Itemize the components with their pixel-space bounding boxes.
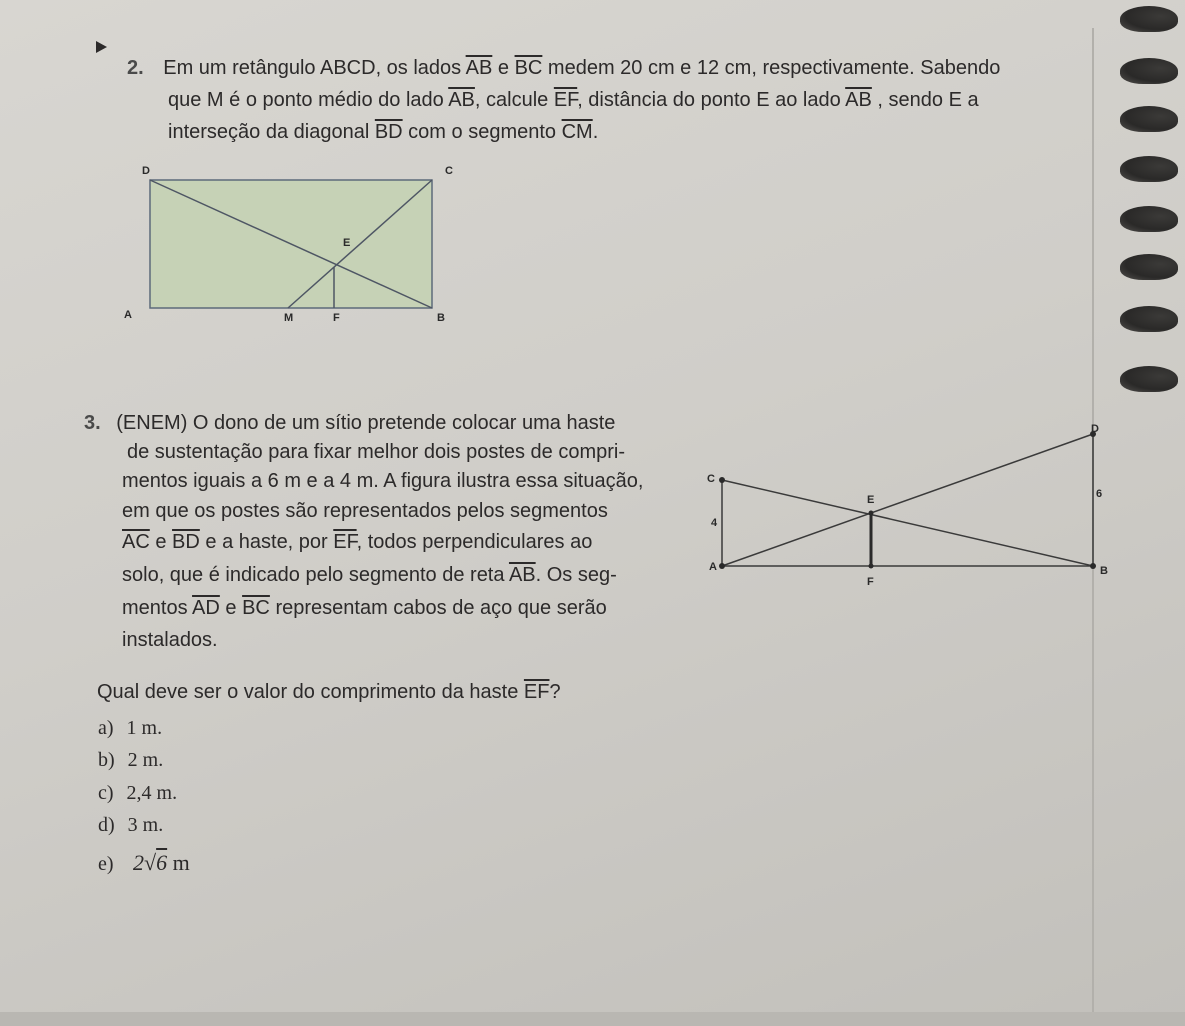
spiral-ring <box>1120 254 1178 280</box>
q3-line-5 <box>122 530 592 554</box>
segment-ab: $\overline{AB}$ <box>845 89 872 111</box>
q3-text: e <box>149 531 173 553</box>
point-label-f: F <box>867 576 874 588</box>
option-letter: a) <box>98 717 114 739</box>
length-label-6: 6 <box>1096 488 1103 500</box>
segment-bd: $\overline{BD}$ <box>172 531 200 553</box>
q3-text: e a haste, por <box>199 531 334 553</box>
point-label-c: C <box>707 473 715 485</box>
q3-text: , todos perpendiculares ao <box>356 531 593 553</box>
q2-text: , sendo E a <box>871 89 979 111</box>
segment-bc: $\overline{BC}$ <box>242 597 270 619</box>
option-unit: m <box>172 850 190 875</box>
option-letter: e) <box>98 853 114 875</box>
point-label-f: F <box>333 312 340 324</box>
q2-number: 2. <box>127 57 144 79</box>
q2-line-1 <box>127 56 1000 80</box>
option-text: 2,4 m. <box>126 782 178 804</box>
option-a <box>98 716 162 740</box>
q3-line-6 <box>122 563 617 587</box>
page-bottom-edge <box>0 1012 1185 1026</box>
sqrt-symbol-icon: √ <box>144 850 157 875</box>
q3-text: solo, que é indicado pelo segmento de reta <box>122 564 509 586</box>
segment-ab: $\overline{AB}$ <box>465 57 493 79</box>
point-a <box>719 563 725 569</box>
option-text: 3 m. <box>127 814 164 836</box>
point-label-b: B <box>1100 565 1108 577</box>
segment-ab: $\overline{AB}$ <box>508 564 536 586</box>
q3-line-8: instalados. <box>122 629 218 651</box>
q2-text: com o segmento <box>402 121 562 143</box>
option-letter: b) <box>98 749 115 771</box>
point-e <box>869 511 874 516</box>
spiral-ring <box>1120 306 1178 332</box>
spiral-ring <box>1120 366 1178 392</box>
point-label-e: E <box>867 494 875 506</box>
q2-text: interseção da diagonal <box>168 121 375 143</box>
q2-text: , distância do ponto E ao lado <box>577 89 846 111</box>
segment-ac: $\overline{AC}$ <box>122 531 150 553</box>
question-text: ? <box>549 681 561 703</box>
point-f <box>869 564 874 569</box>
poles-figure <box>700 420 1110 600</box>
q3-number: 3. <box>84 412 101 434</box>
vertex-label-a: A <box>124 309 132 321</box>
segment-bc: $\overline{BC}$ <box>514 57 543 79</box>
segment-ab: $\overline{AB}$ <box>448 89 475 111</box>
length-label-4: 4 <box>711 517 718 529</box>
spiral-ring <box>1120 206 1178 232</box>
point-label-e: E <box>343 237 351 249</box>
vertex-label-b: B <box>437 312 445 324</box>
q3-line-1 <box>84 411 615 435</box>
spiral-ring <box>1120 58 1178 84</box>
spiral-ring <box>1120 6 1178 32</box>
bookmark-marker-icon <box>96 41 107 53</box>
vertex-label-c: C <box>445 165 453 177</box>
q3-text: (ENEM) O dono de um sítio pretende colocar uma haste <box>116 412 616 434</box>
cable-ad <box>722 434 1093 566</box>
option-c <box>98 781 177 805</box>
segment-ef: $\overline{EF}$ <box>333 531 357 553</box>
q2-text: e <box>492 57 515 79</box>
option-radicand: 6 <box>156 850 168 875</box>
q2-text: medem 20 cm e 12 cm, respectivamente. Sabendo <box>542 57 1001 79</box>
q3-line-7 <box>122 596 607 620</box>
question-text: Qual deve ser o valor do comprimento da haste <box>97 681 524 703</box>
q2-line-3 <box>168 120 598 144</box>
cable-bc <box>722 480 1093 566</box>
point-b <box>1090 563 1096 569</box>
point-c <box>719 477 725 483</box>
point-label-m: M <box>284 312 294 324</box>
q2-text: Em um retângulo ABCD, os lados <box>163 57 466 79</box>
option-e <box>98 851 190 876</box>
spiral-ring <box>1120 106 1178 132</box>
q2-text: , calcule <box>474 89 554 111</box>
option-d <box>98 813 163 837</box>
q3-question <box>97 680 561 704</box>
option-letter: c) <box>98 782 114 804</box>
point-label-d: D <box>1091 423 1099 435</box>
segment-bd: $\overline{BD}$ <box>374 121 403 143</box>
segment-ef: $\overline{EF}$ <box>523 681 550 703</box>
vertex-label-d: D <box>142 165 150 177</box>
q3-text: e <box>219 597 243 619</box>
q2-text: que M é o ponto médio do lado <box>168 89 449 111</box>
segment-ad: $\overline{AD}$ <box>192 597 220 619</box>
point-label-a: A <box>709 561 717 573</box>
q3-text: . Os seg- <box>535 564 617 586</box>
option-coefficient: 2 <box>133 850 145 875</box>
spiral-ring <box>1120 156 1178 182</box>
q3-text: mentos <box>122 597 193 619</box>
q2-text: . <box>592 121 599 143</box>
option-letter: d) <box>98 814 115 836</box>
option-b <box>98 748 163 772</box>
option-text: 2 m. <box>127 749 164 771</box>
q2-line-2 <box>168 88 979 112</box>
q3-text: representam cabos de aço que serão <box>269 597 607 619</box>
option-text: 1 m. <box>126 717 163 739</box>
segment-ef: $\overline{EF}$ <box>553 89 578 111</box>
segment-cm: $\overline{CM}$ <box>561 121 593 143</box>
q3-line-3: mentos iguais a 6 m e a 4 m. A figura ilustra essa situação, <box>122 470 644 492</box>
q3-line-2: de sustentação para fixar melhor dois postes de compri- <box>127 441 626 463</box>
q3-line-4: em que os postes são representados pelos segmentos <box>122 500 608 522</box>
